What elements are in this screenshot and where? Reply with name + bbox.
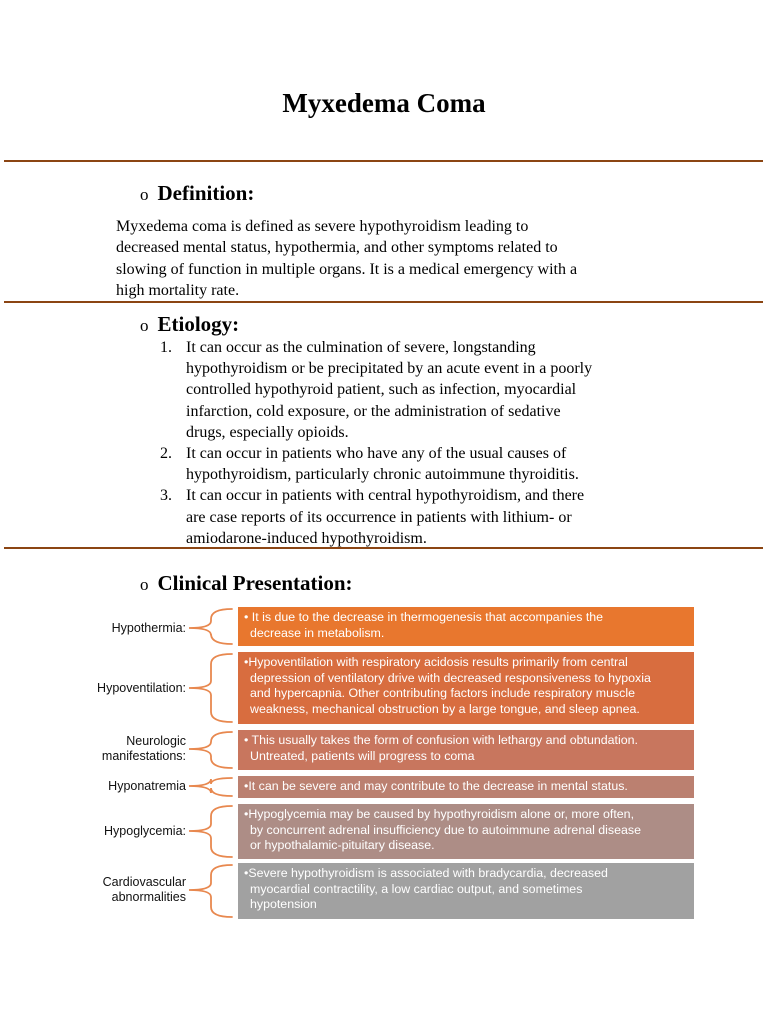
clinical-row-label-line: manifestations: [101, 749, 186, 763]
brace-connector [189, 806, 232, 857]
clinical-row-label [108, 779, 186, 794]
clinical-row-box [238, 776, 694, 798]
clinical-row-text-line: • It is due to the decrease in thermogenesis that accompanies the [244, 610, 604, 624]
clinical-row-text-line: myocardial contractility, a low cardiac output, and sometimes [250, 881, 583, 896]
clinical-row-label-line: Hypoglycemia: [104, 823, 186, 838]
clinical-row-label [103, 875, 186, 905]
etiology-item-number: 2. [160, 445, 172, 463]
clinical-row-label [97, 681, 186, 696]
clinical-row-text-line: •Hypoglycemia may be caused by hypothyroidism alone or, more often, [244, 807, 635, 821]
clinical-row-text-line: weakness, mechanical obstruction by a large tongue, and sleep apnea. [250, 701, 640, 716]
page-title: Myxedema Coma [282, 88, 486, 118]
definition-heading-text: Definition: [157, 181, 255, 205]
clinical-row-text-line: •It can be severe and may contribute to the decrease in mental status. [244, 779, 628, 793]
clinical-row-label-line: abnormalities [111, 890, 186, 904]
brace-connector [189, 654, 232, 722]
etiology-line: It can occur in patients who have any of the usual causes of [186, 445, 567, 463]
definition-line: decreased mental status, hypothermia, and other symptoms related to [116, 239, 558, 257]
clinical-row-label-line: Neurologic [126, 734, 186, 748]
clinical-row-box [238, 804, 694, 859]
etiology-line: drugs, especially opioids. [186, 423, 349, 441]
clinical-row-text-line: hypotension [250, 897, 317, 912]
etiology-line: It can occur as the culmination of severe, longstanding [186, 339, 536, 356]
clinical-row-text-line: decrease in metabolism. [250, 625, 385, 640]
clinical-row-box [238, 730, 694, 770]
etiology-item-number: 1. [160, 339, 172, 356]
clinical-row-text-line: or hypothalamic-pituitary disease. [250, 838, 435, 853]
etiology-line: are case reports of its occurrence in patients with lithium- or [186, 508, 572, 526]
brace-connector [189, 732, 232, 768]
etiology-heading-text: Etiology: [157, 312, 240, 336]
clinical-row-text-line: •Hypoventilation with respiratory acidosis results primarily from central [244, 655, 628, 669]
etiology-line: hypothyroidism or be precipitated by an acute event in a poorly [186, 360, 593, 378]
etiology-line: hypothyroidism, particularly chronic autoimmune thyroiditis. [186, 466, 579, 484]
clinical-row-label-line: Hypothermia: [111, 620, 186, 635]
clinical-row-label-line: Hypoventilation: [97, 680, 186, 695]
clinical-row-label-line: Hyponatremia [108, 778, 186, 793]
etiology-line: controlled hypothyroid patient, such as infection, myocardial [186, 381, 577, 399]
clinical-row-label [104, 824, 186, 839]
clinical-row-box [238, 863, 694, 919]
brace-connector [189, 865, 232, 917]
clinical-row-text-line: depression of ventilatory drive with decreased responsiveness to hypoxia [250, 670, 651, 685]
brace-connector [189, 778, 232, 796]
clinical-row-box [238, 652, 694, 724]
clinical-heading-text: Clinical Presentation: [157, 571, 353, 595]
definition-line: high mortality rate. [116, 281, 240, 299]
etiology-line: infarction, cold exposure, or the administration of sedative [186, 402, 561, 420]
bullet-icon: o [140, 316, 149, 335]
bullet-icon: o [140, 185, 149, 204]
clinical-row-text-line: and hypercapnia. Other contributing factors include respiratory muscle [250, 686, 635, 701]
clinical-row-box [238, 607, 694, 646]
clinical-row-label [102, 734, 186, 764]
definition-line: Myxedema coma is defined as severe hypothyroidism leading to [116, 218, 529, 235]
definition-line: slowing of function in multiple organs. It is a medical emergency with a [116, 260, 578, 278]
clinical-row-text-line: • This usually takes the form of confusion with lethargy and obtundation. [244, 733, 638, 747]
etiology-item-number: 3. [160, 487, 172, 505]
clinical-row-text-line: by concurrent adrenal insufficiency due to autoimmune adrenal disease [250, 822, 642, 837]
clinical-row-text-line: •Severe hypothyroidism is associated with bradycardia, decreased [244, 866, 608, 880]
bullet-icon: o [140, 575, 149, 594]
clinical-row-label [112, 621, 186, 636]
etiology-line: amiodarone-induced hypothyroidism. [186, 529, 427, 547]
clinical-row-text-line: Untreated, patients will progress to coma [250, 748, 475, 763]
clinical-row-label-line: Cardiovascular [102, 875, 186, 889]
etiology-line: It can occur in patients with central hypothyroidism, and there [186, 487, 585, 505]
brace-connector [189, 609, 232, 644]
